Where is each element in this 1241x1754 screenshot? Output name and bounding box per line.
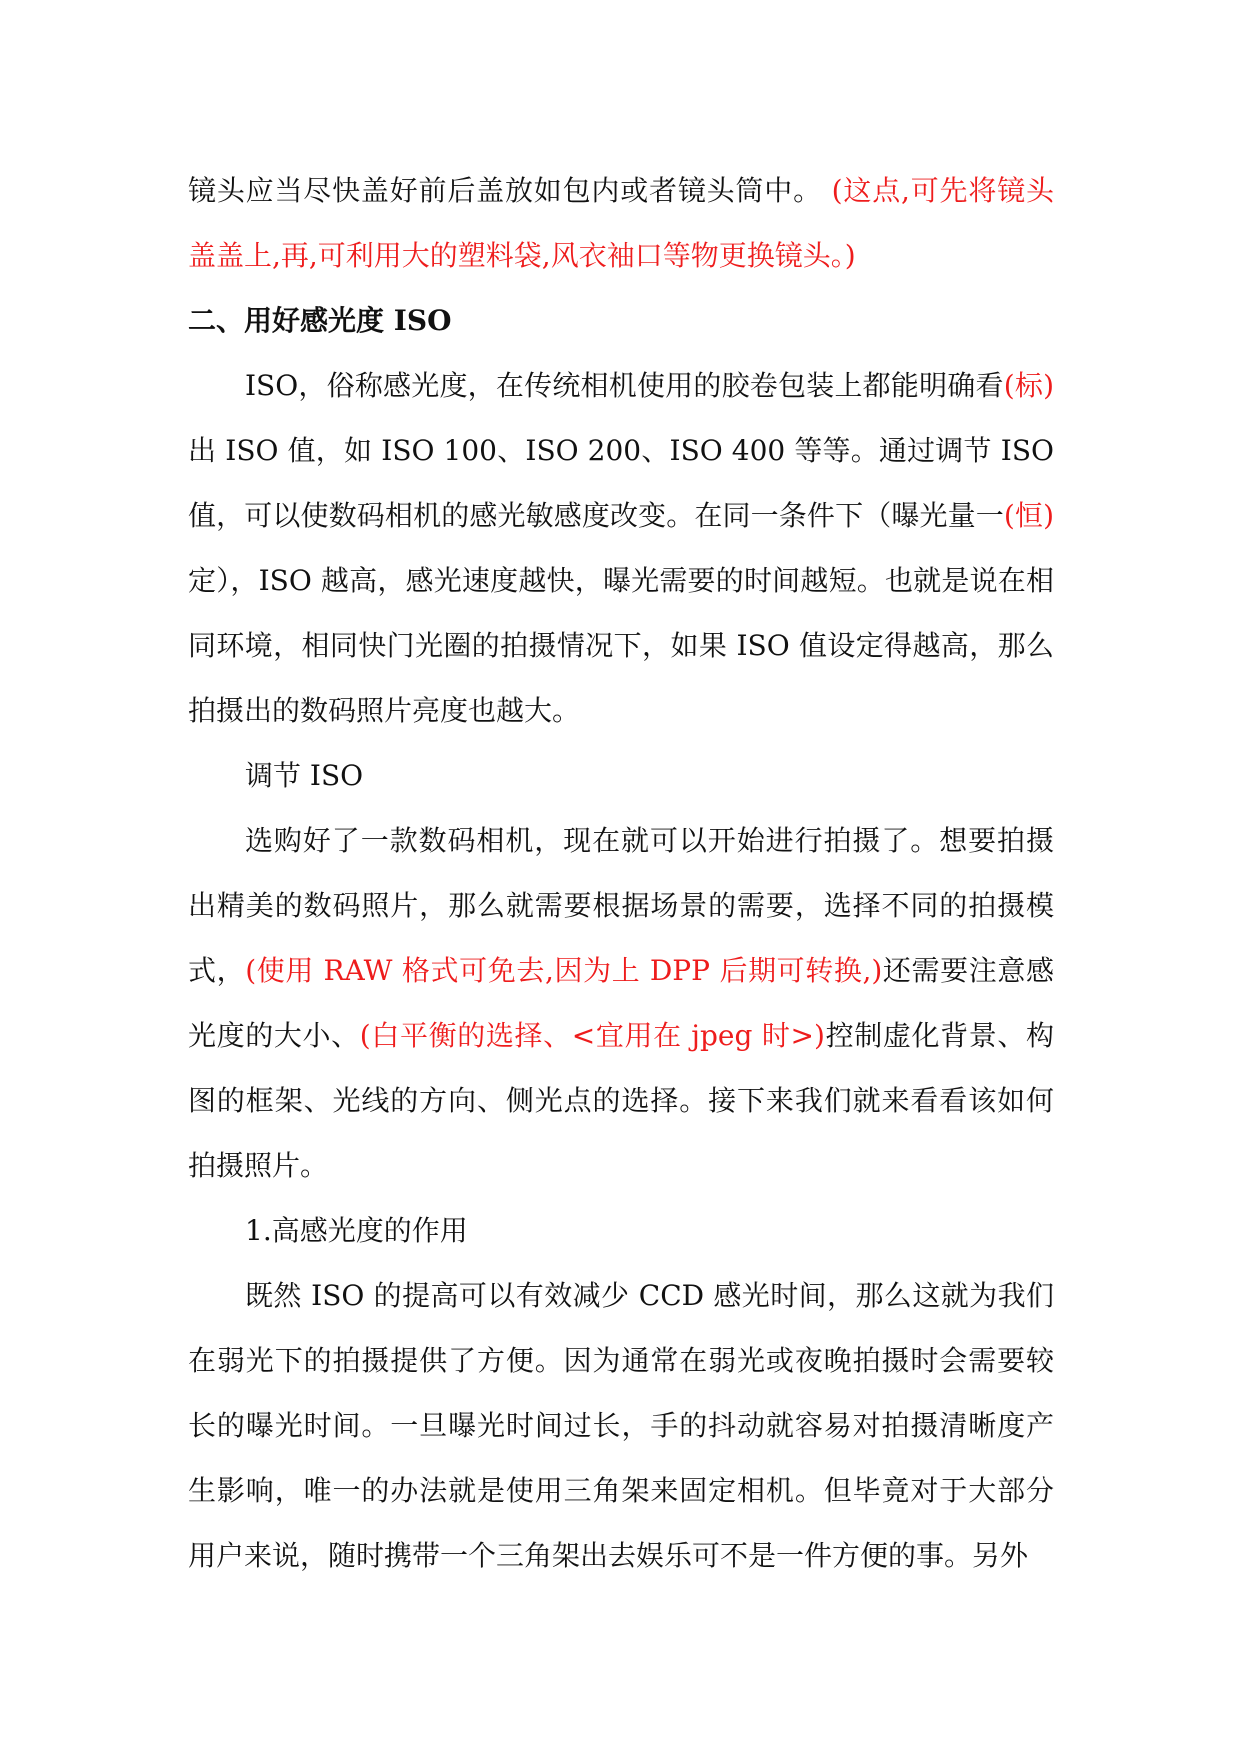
body-text: 二、用好感光度 ISO bbox=[188, 304, 452, 337]
body-text: 控制虚化背景、构图的框架、光线的方向、侧光点的选择。接下来我们就来看看该如何拍摄照片。 bbox=[188, 1019, 1054, 1182]
body-text: 调节 ISO bbox=[245, 759, 364, 792]
section-heading bbox=[188, 288, 1054, 353]
annotation-text: (恒) bbox=[1003, 499, 1054, 532]
body-text: 出 ISO 值，如 ISO 100、ISO 200、ISO 400 等等。通过调节 ISO 值，可以使数码相机的感光敏感度改变。在同一条件下（曝光量一 bbox=[188, 434, 1054, 532]
paragraph bbox=[188, 158, 1054, 288]
body-text: ISO，俗称感光度，在传统相机使用的胶卷包装上都能明确看 bbox=[245, 369, 1004, 402]
annotation-text: (这点,可先将镜头盖盖上,再,可利用大的塑料袋,风衣袖口等物更换镜头。) bbox=[188, 174, 1055, 272]
body-text: 还需要注意感光度的大小、 bbox=[188, 954, 1054, 1052]
paragraph bbox=[188, 808, 1054, 1198]
body-text: 选购好了一款数码相机，现在就可以开始进行拍摄了。想要拍摄出精美的数码照片，那么就需要根据场景的需要，选择不同的拍摄模式， bbox=[188, 824, 1054, 987]
paragraph bbox=[188, 1263, 1054, 1588]
body-text: 1.高感光度的作用 bbox=[245, 1214, 468, 1247]
paragraph bbox=[188, 1198, 1054, 1263]
annotation-text: (标) bbox=[1003, 369, 1054, 402]
annotation-text: (使用 RAW 格式可免去,因为上 DPP 后期可转换,) bbox=[245, 954, 883, 987]
annotation-text: (白平衡的选择、<宜用在 jpeg 时>) bbox=[359, 1019, 825, 1052]
document-body bbox=[188, 158, 1054, 1588]
body-text: 既然 ISO 的提高可以有效减少 CCD 感光时间，那么这就为我们在弱光下的拍摄提供了方便。因为通常在弱光或夜晚拍摄时会需要较长的曝光时间。一旦曝光时间过长，手的抖动就容易对拍摄清晰度产生影响，唯一的办法就是使用三角架来固定相机。但毕竟对于大部分用户来说，随时携带一个三角架出去娱乐可不是一件方便的事。另外 bbox=[188, 1279, 1054, 1572]
body-text: 镜头应当尽快盖好前后盖放如包内或者镜头筒中。 bbox=[188, 174, 832, 207]
body-text: 定），ISO 越高，感光速度越快，曝光需要的时间越短。也就是说在相同环境，相同快门光圈的拍摄情况下，如果 ISO 值设定得越高，那么拍摄出的数码照片亮度也越大。 bbox=[188, 564, 1054, 727]
paragraph bbox=[188, 353, 1054, 743]
paragraph bbox=[188, 743, 1054, 808]
